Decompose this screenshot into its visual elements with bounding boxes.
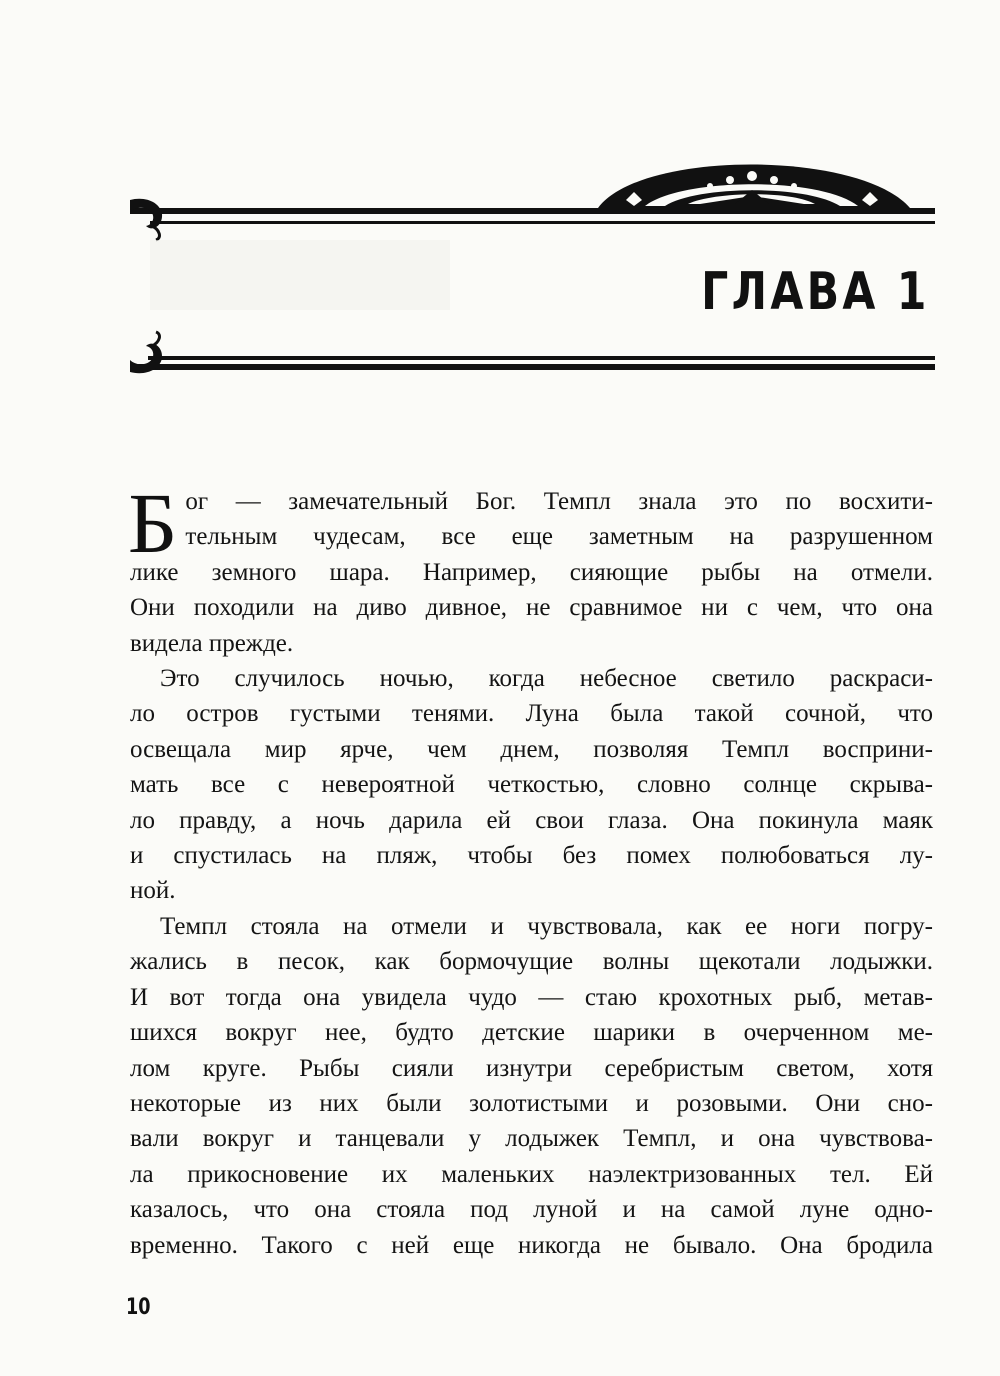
text-line: жались в песок, как бормочущие волны щекотали лодыжки.	[130, 948, 933, 976]
text-line: временно. Такого с ней еще никогда не бывало. Она бродила	[130, 1231, 933, 1259]
text-line: ла прикосновение их маленьких наэлектризованных тел. Ей	[130, 1160, 933, 1188]
text-line: освещала мир ярче, чем днем, позволяя Темпл восприни-	[130, 735, 933, 763]
body-text	[128, 475, 933, 1263]
text-line: ной.	[130, 877, 176, 905]
text-line: тельным чудесам, все еще заметным на разрушенном	[185, 523, 933, 551]
text-line: ло остров густыми тенями. Луна была такой сочной, что	[130, 700, 933, 728]
text-line: мать все с невероятной четкостью, словно солнце скрыва-	[130, 771, 933, 799]
page-number: 10	[126, 1295, 151, 1320]
drop-cap: Б	[128, 475, 178, 571]
paragraph-2	[130, 661, 933, 909]
chapter-header-ornament	[0, 0, 1000, 420]
text-line: лом круге. Рыбы сияли изнутри серебристым светом, хотя	[130, 1054, 933, 1082]
text-line: ог — замечательный Бог. Темпл знала это по восхити-	[185, 488, 933, 515]
paragraph-1	[128, 475, 933, 661]
text-line: лике земного шара. Например, сияющие рыбы на отмели.	[130, 558, 933, 586]
paragraph-3	[130, 909, 933, 1263]
text-line: И вот тогда она увидела чудо — стаю крохотных рыб, метав-	[130, 983, 933, 1011]
text-line: Темпл стояла на отмели и чувствовала, как ее ноги погру-	[160, 912, 933, 940]
text-line: видела прежде.	[130, 629, 294, 657]
text-line: Они походили на диво дивное, не сравнимое ни с чем, что она	[130, 594, 933, 622]
text-line: некоторые из них были золотистыми и розовыми. Они сно-	[130, 1089, 933, 1117]
text-line: и спустилась на пляж, чтобы без помех полюбоваться лу-	[130, 842, 933, 870]
text-line: казалось, что она стояла под луной и на самой луне одно-	[130, 1196, 933, 1224]
chapter-title: ГЛАВА 1	[701, 262, 930, 322]
text-line: вали вокруг и танцевали у лодыжек Темпл, и она чувствова-	[130, 1125, 933, 1153]
text-line: Это случилось ночью, когда небесное светило раскраси-	[160, 665, 933, 693]
text-line: ло правду, а ночь дарила ей свои глаза. Она покинула маяк	[130, 806, 933, 834]
text-line: шихся вокруг нее, будто детские шарики в очерченном ме-	[130, 1019, 933, 1047]
